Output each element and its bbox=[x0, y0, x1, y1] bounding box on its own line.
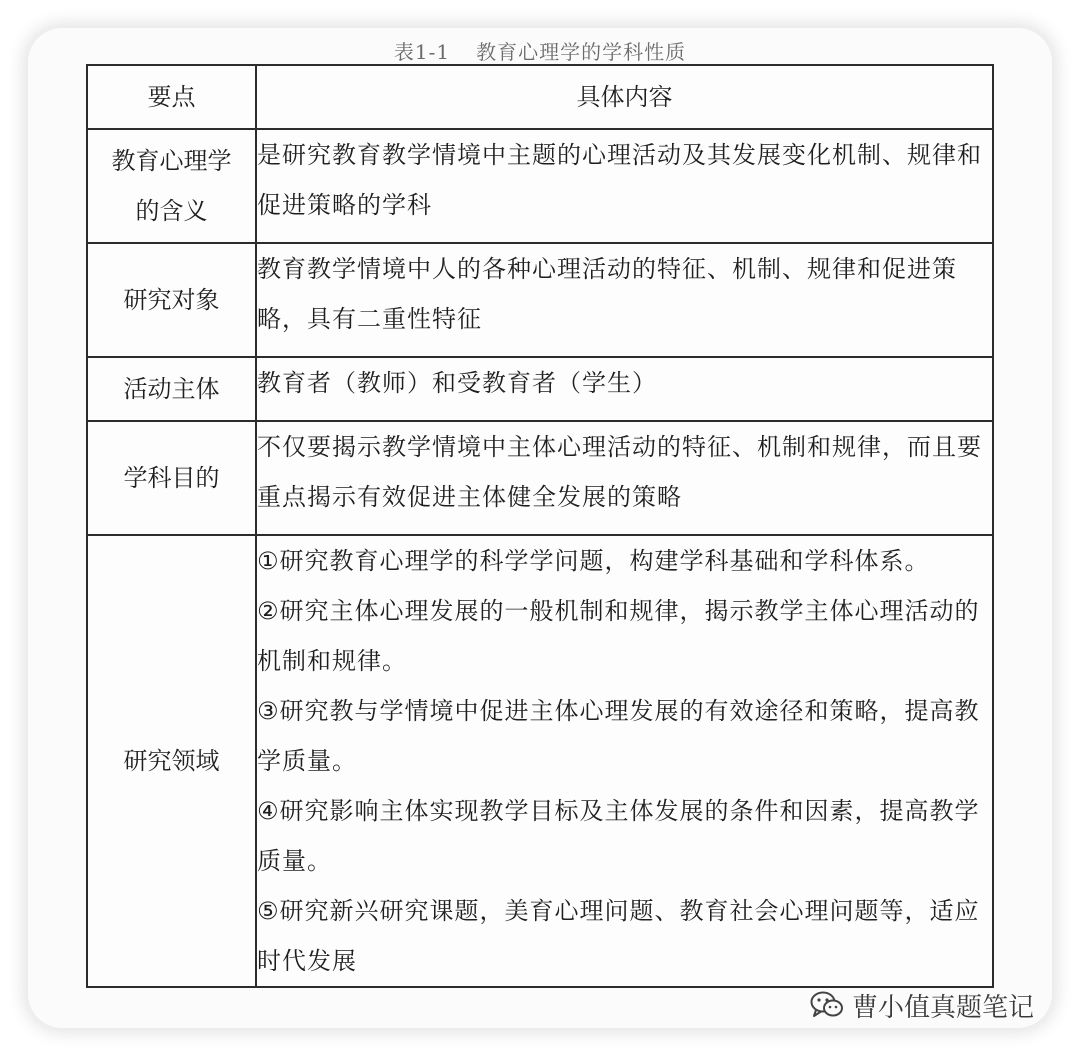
row-key-line: 的含义 bbox=[135, 197, 208, 225]
row-content-list bbox=[256, 535, 993, 987]
row-key: 学科目的 bbox=[87, 421, 256, 535]
list-item: ①研究教育心理学的科学学问题，构建学科基础和学科体系。 bbox=[257, 547, 930, 575]
list-item: ④研究影响主体实现教学目标及主体发展的条件和因素，提高教学质量。 bbox=[257, 797, 980, 875]
table-caption bbox=[0, 36, 1080, 65]
table-row bbox=[87, 357, 993, 421]
header-content: 具体内容 bbox=[256, 65, 993, 129]
row-key-line: 教育心理学 bbox=[111, 147, 232, 175]
wechat-icon bbox=[810, 990, 844, 1020]
table-row bbox=[87, 535, 993, 987]
header-key: 要点 bbox=[87, 65, 256, 129]
table-row bbox=[87, 129, 993, 243]
list-item: ②研究主体心理发展的一般机制和规律，揭示教学主体心理活动的机制和规律。 bbox=[257, 597, 980, 675]
row-content: 是研究教育教学情境中主题的心理活动及其发展变化机制、规律和促进策略的学科 bbox=[256, 129, 993, 243]
row-key: 研究领域 bbox=[87, 535, 256, 987]
caption-number: 表1-1 bbox=[393, 40, 451, 64]
caption-title: 教育心理学的学科性质 bbox=[476, 40, 687, 64]
row-content: 教育教学情境中人的各种心理活动的特征、机制、规律和促进策略，具有二重性特征 bbox=[256, 243, 993, 357]
row-content: 教育者（教师）和受教育者（学生） bbox=[256, 357, 993, 421]
watermark bbox=[810, 985, 1034, 1025]
watermark-text: 曹小值真题笔记 bbox=[852, 992, 1035, 1023]
table-row bbox=[87, 243, 993, 357]
table-row bbox=[87, 421, 993, 535]
row-key: 研究对象 bbox=[87, 243, 256, 357]
header-row bbox=[87, 65, 993, 129]
row-content: 不仅要揭示教学情境中主体心理活动的特征、机制和规律，而且要重点揭示有效促进主体健全发展的策略 bbox=[256, 421, 993, 535]
list-item: ③研究教与学情境中促进主体心理发展的有效途径和策略，提高教学质量。 bbox=[257, 697, 980, 775]
row-key: 活动主体 bbox=[87, 357, 256, 421]
properties-table bbox=[86, 64, 994, 988]
row-key bbox=[87, 129, 256, 243]
list-item: ⑤研究新兴研究课题，美育心理问题、教育社会心理问题等，适应时代发展 bbox=[257, 897, 980, 975]
